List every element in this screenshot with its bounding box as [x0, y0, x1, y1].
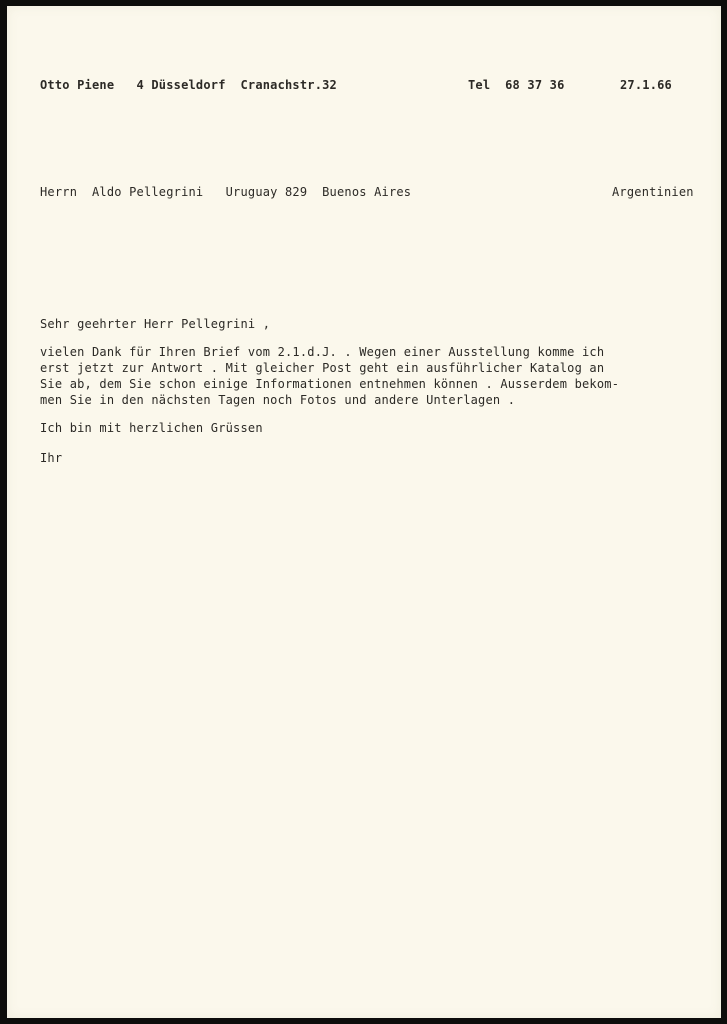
recipient-country: Argentinien [612, 185, 694, 199]
body-line: men Sie in den nächsten Tagen noch Fotos und andere Unterlagen . [40, 393, 516, 407]
sender-phone: Tel 68 37 36 [468, 78, 565, 92]
signoff: Ihr [40, 451, 63, 465]
letter-page [7, 6, 721, 1018]
body-line: vielen Dank für Ihren Brief vom 2.1.d.J. . Wegen einer Ausstellung komme ich [40, 345, 605, 359]
sender-address: Otto Piene 4 Düsseldorf Cranachstr.32 [40, 78, 337, 92]
body-line: erst jetzt zur Antwort . Mit gleicher Post geht ein ausführlicher Katalog an [40, 361, 605, 375]
body-line: Sie ab, dem Sie schon einige Informationen entnehmen können . Ausserdem bekom- [40, 377, 620, 391]
recipient-address: Herrn Aldo Pellegrini Uruguay 829 Buenos Aires [40, 185, 412, 199]
salutation: Sehr geehrter Herr Pellegrini , [40, 317, 271, 331]
letter-date: 27.1.66 [620, 78, 672, 92]
closing-line: Ich bin mit herzlichen Grüssen [40, 421, 263, 435]
